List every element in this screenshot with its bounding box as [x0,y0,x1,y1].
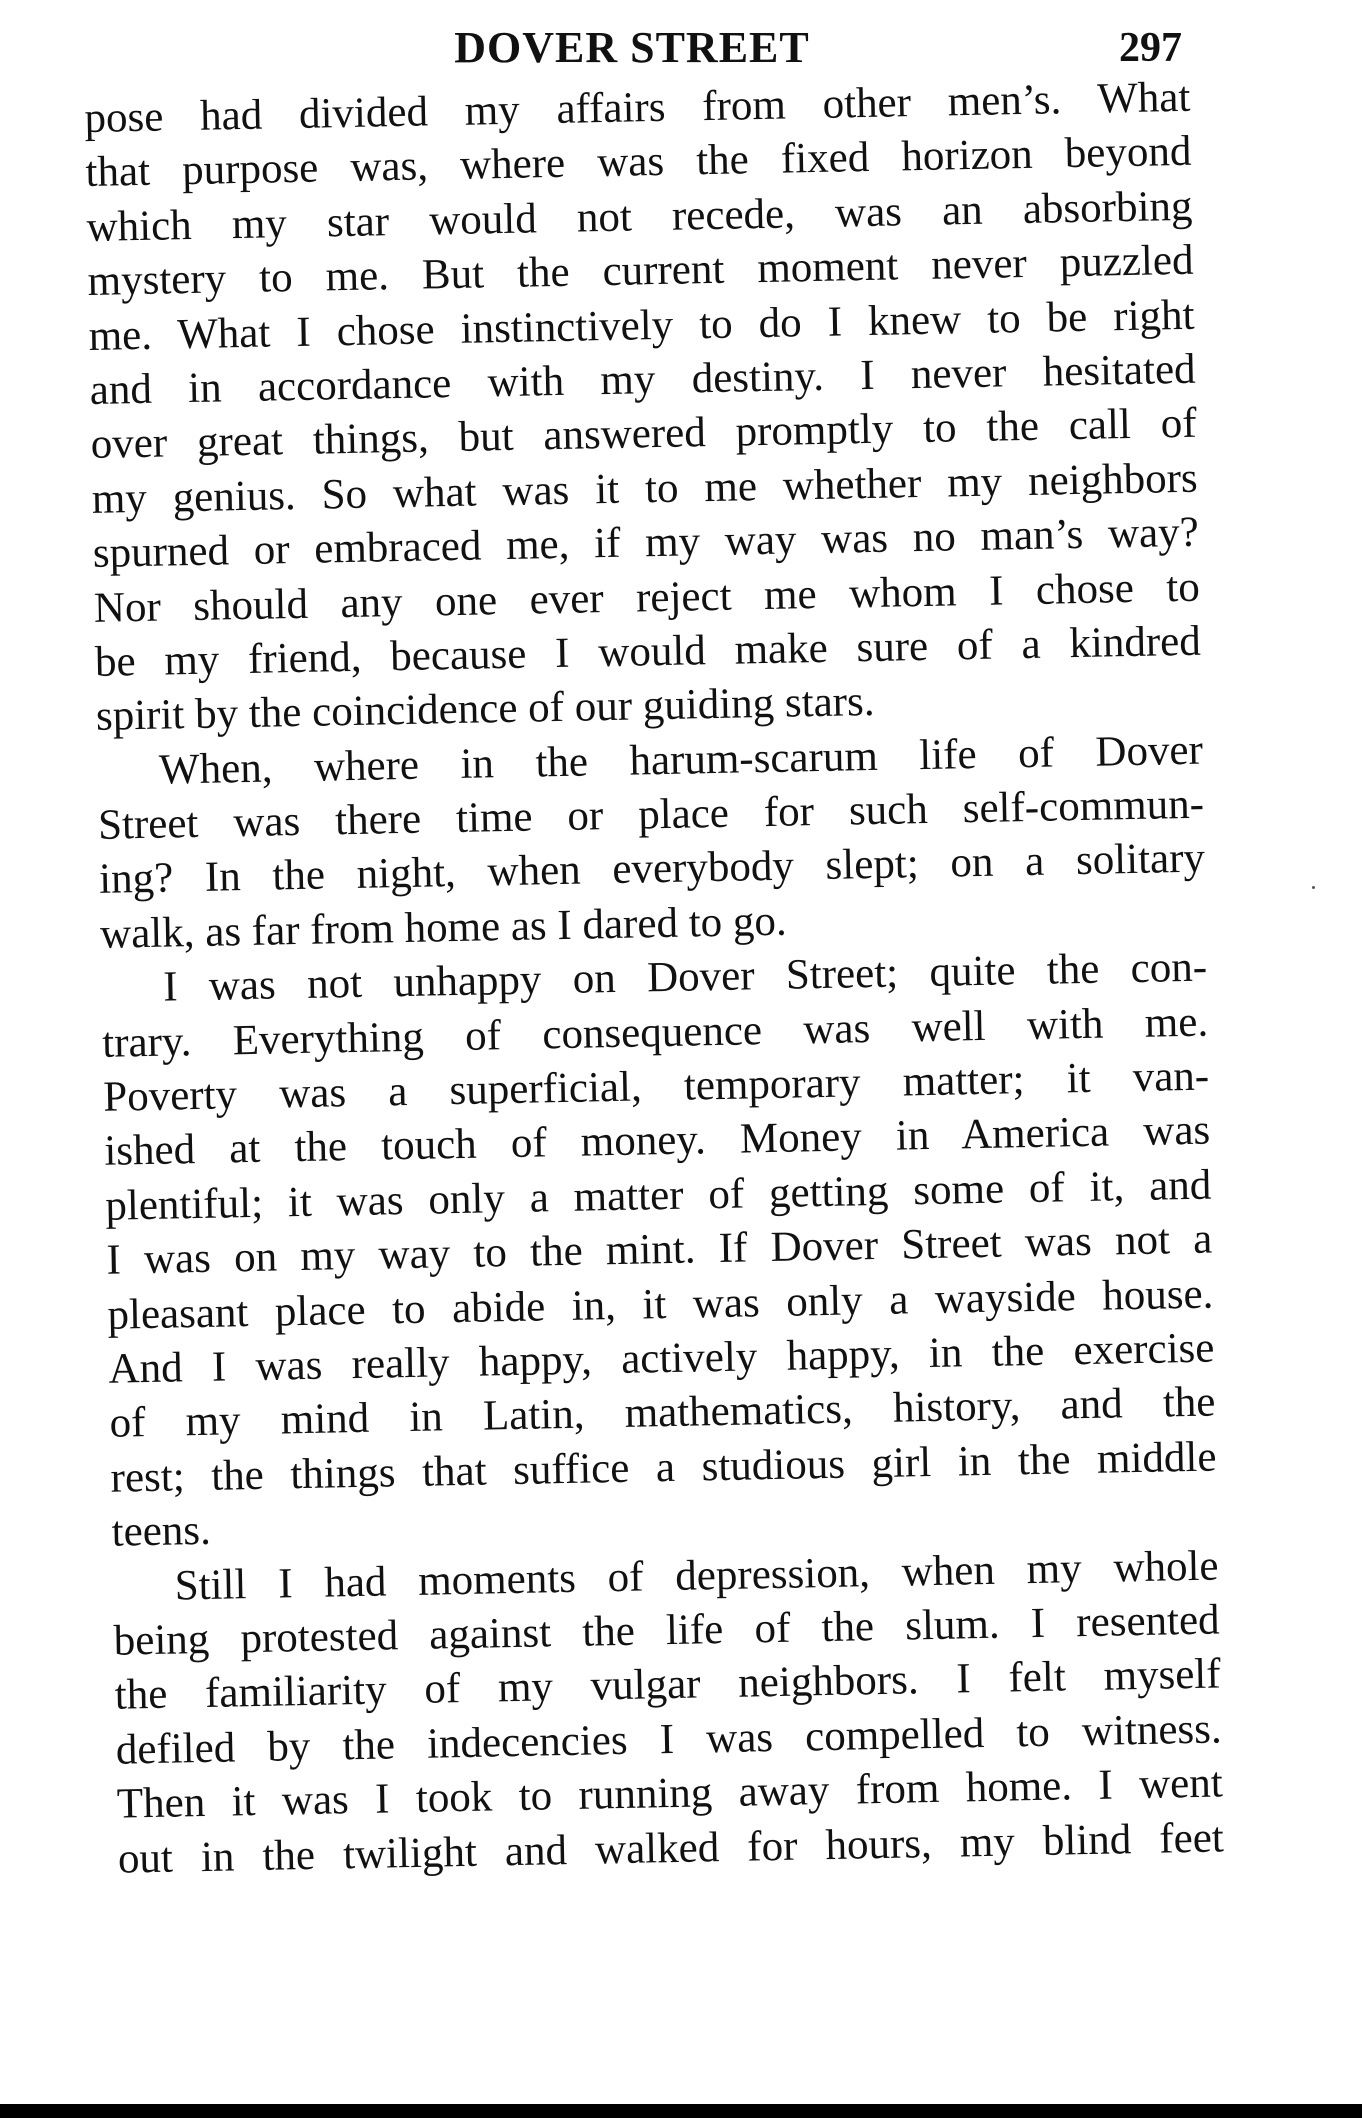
text-line: pose had divided my affairs from other men’s. What [84,73,1191,142]
scan-bottom-edge [0,2104,1362,2118]
text-line: rest; the things that suffice a studious girl in the middle [110,1433,1217,1502]
text-line: Then it was I took to running away from home. I went [116,1759,1224,1828]
text-line: which my star would not recede, was an absorbing [86,182,1193,251]
text-line: that purpose was, where was the fixed horizon beyond [85,128,1192,197]
text-line: plentiful; it was only a matter of getting some of it, and [104,1161,1212,1230]
scan-speck [1312,886,1315,889]
text-line: me. What I chose instinctively to do I knew to be right [88,291,1195,360]
text-line: be my friend, because I would make sure of a kindred [94,617,1202,686]
text-line: out in the twilight and walked for hours, my blind feet [117,1813,1225,1883]
page-number: 297 [1119,25,1182,71]
text-line: Nor should any one ever reject me whom I chose to [93,563,1201,632]
text-line: pleasant place to abide in, it was only a wayside house. [107,1270,1214,1339]
text-line: trary. Everything of consequence was well with me. [101,998,1209,1067]
text-line: spirit by the coincidence of our guiding stars. [95,678,875,741]
text-line: ing? In the night, when everybody slept; on a solitary [98,835,1206,904]
text-line: Street was there time or place for such self-commun- [97,780,1205,849]
text-line: mystery to me. But the current moment never puzzled [87,236,1194,306]
text-line: Poverty was a superficial, temporary matter; it van- [102,1052,1210,1121]
text-line: Still I had moments of depression, when my whole [174,1542,1219,1610]
text-line: ished at the touch of money. Money in America was [103,1106,1211,1176]
running-head [82,18,1182,78]
text-line: And I was really happy, actively happy, in the exercise [108,1324,1215,1393]
text-line: being protested against the life of the slum. I resented [113,1596,1220,1665]
text-line: the familiarity of my vulgar neighbors. I felt myself [114,1650,1222,1720]
text-line: walk, as far from home as I dared to go. [99,897,788,958]
running-title: DOVER STREET [454,23,810,72]
text-line: defiled by the indecencies I was compelled to witness. [115,1705,1223,1774]
text-line: and in accordance with my destiny. I never hesitated [89,345,1196,414]
text-line: When, where in the harum-scarum life of Dover [158,726,1204,794]
text-line: of my mind in Latin, mathematics, history, and the [109,1378,1216,1448]
text-line: my genius. So what was it to me whether my neighbors [91,454,1199,523]
text-line: spurned or embraced me, if my way was no man’s way? [92,508,1200,578]
text-line: over great things, but answered promptly to the call of [90,400,1198,469]
text-line: I was on my way to the mint. If Dover Street was not a [105,1215,1213,1284]
text-line: teens. [111,1506,212,1556]
text-line: I was not unhappy on Dover Street; quite the con- [162,943,1208,1011]
body-text [84,71,1224,1887]
